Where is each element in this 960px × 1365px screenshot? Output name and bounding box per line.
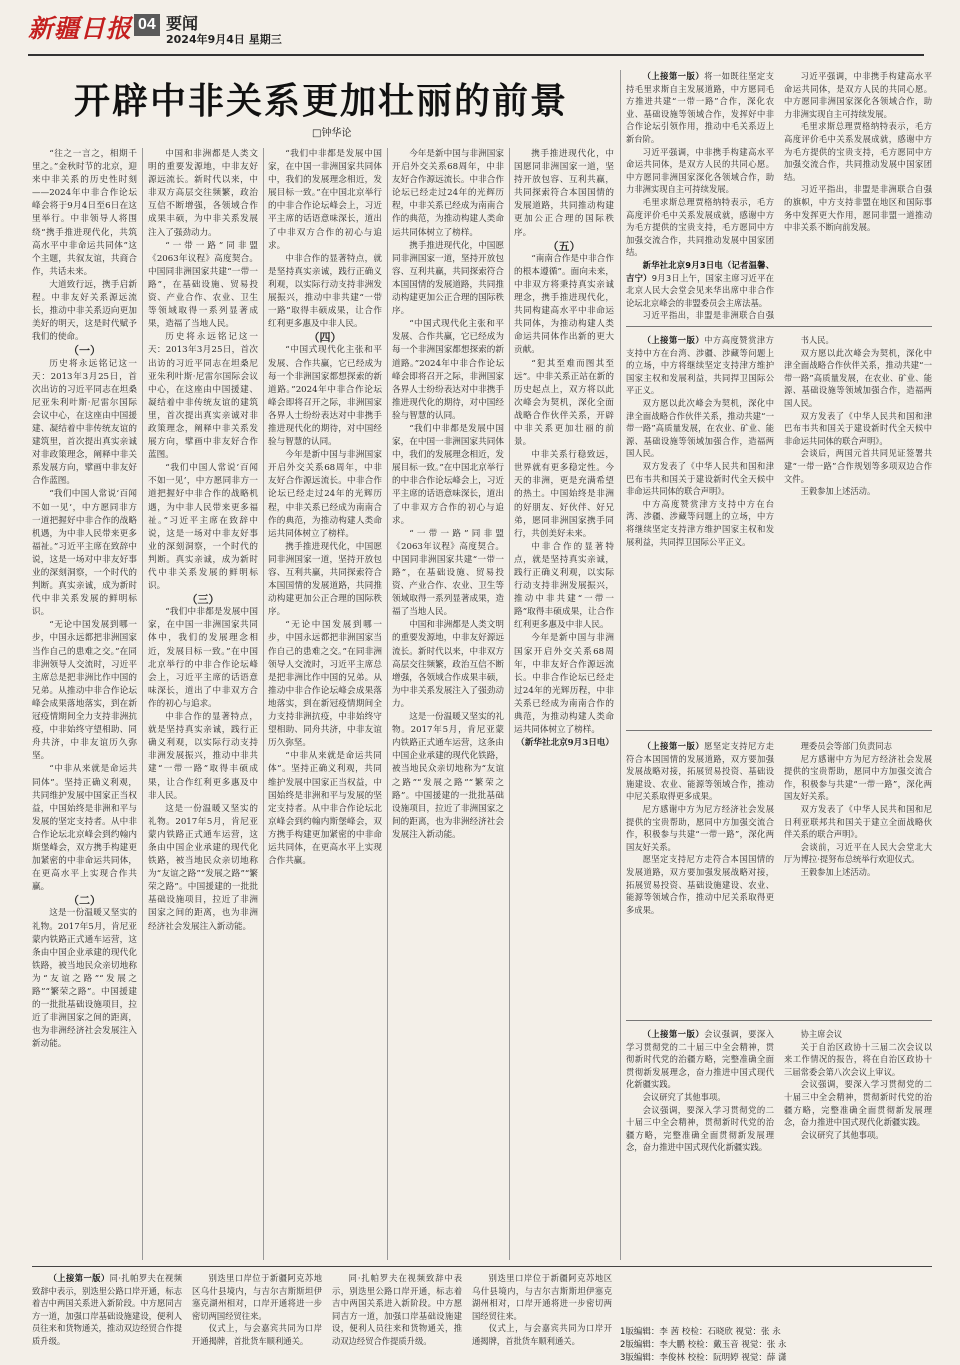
news-item — [626, 1028, 774, 1258]
paragraph: “无论中国发展到哪一步，中国永远都把非洲国家当作自己的患难之交。”在同非洲领导人交流时，习近平主席总是把非洲比作中国的兄弟。从推动中非合作论坛峰会成果落地落实，到在新冠疫情期间全力支持非洲抗疫，中非始终守望相助、同舟共济，中非友谊历久弥坚。 — [268, 620, 382, 749]
news-item — [784, 1028, 932, 1258]
news-lead: （上接第一版） — [642, 1029, 705, 1039]
newspaper-logo — [28, 10, 132, 44]
paragraph: 会议研究了其他事项。 — [800, 1129, 884, 1140]
section-divider — [626, 1020, 932, 1021]
logo-text: 新疆日报 — [28, 14, 133, 43]
page-title: 开辟中非关系更加壮丽的前景 — [74, 81, 569, 122]
byline: □钟华论 — [312, 128, 352, 139]
paragraph: 王毅参加上述活动。 — [800, 486, 876, 497]
column-divider — [142, 148, 143, 1260]
section-divider — [626, 326, 932, 327]
paragraph: 愿坚定支持尼方走符合本国国情的发展道路，双方要加强发展战略对接，拓展贸易投资、基础设施建设、农业、能源等领域合作，推动中尼关系取得更多成果。 — [626, 854, 774, 915]
paragraph: 历史将永远铭记这一天：2013年3月25日，首次出访的习近平同志在坦桑尼亚朱利叶斯·尼雷尔国际会议中心，在这座由中国援建、凝结着中非传统友谊的建筑里，首次提出真实亲诚对非政策理念，阐释中非关系发展方向，擘画中非友好合作蓝图。 — [148, 332, 258, 461]
issue-date: 2024年9月4日 星期三 — [166, 33, 282, 46]
section-heading: （四） — [308, 331, 342, 345]
section-heading: （三） — [186, 593, 220, 607]
paragraph: 中国和非洲都是人类文明的重要发源地，中非友好源远流长。新时代以来，中非双方高层交往频繁，政治互信不断增强，各领域合作成果丰硕，为中非关系发展注入了强劲动力。 — [392, 620, 504, 709]
news-lead: （上接第一版） — [642, 335, 705, 345]
paragraph: 携手推进现代化，中国愿同非洲国家一道，坚持开放包容、互利共赢，共同探索符合本国国情的发展道路，共同推动构建更加公正合理的国际秩序。 — [392, 240, 504, 317]
paragraph: 将一如既往坚定支持毛里求斯自主发展道路，中方愿同毛方推进共建“一带一路”合作，深化农业、基础设施等领域合作，发挥好中非合作论坛引领作用，推动中毛关系迈上新台阶。 — [626, 71, 774, 144]
paragraph: “往之一言之，相期千里之。”金秋时节的北京，迎来中非关系的历史性时刻——2024年中非合作论坛峰会将于9月4日至6日在这里举行。中非领导人将围绕“携手推进现代化，共筑高水平中非命运共同体”这个主题，共叙友谊，共商合作，共话未来。 — [32, 149, 137, 277]
paragraph: “中非从来就是命运共同体”。坚持正确义利观，共同维护发展中国家正当权益，中国始终是非洲和平与发展的坚定支持者。从中非合作论坛北京峰会到约翰内斯堡峰会，双方携手构建更加紧密的中非命运共同体，在更高水平上实现合作共赢。 — [32, 764, 137, 893]
paragraph: 会议强调，要深入学习贯彻党的二十届三中全会精神，贯彻新时代党的治疆方略，完整准确全面贯彻新发展理念，奋力推进中国式现代化新疆实践。 — [784, 1079, 932, 1128]
paragraph: 会谈后，两国元首共同见证签署共建“一带一路”合作规划等多项双边合作文件。 — [784, 448, 932, 484]
paragraph: 王毅参加上述活动。 — [800, 866, 876, 877]
paragraph: 历史将永远铭记这一天：2013年3月25日，首次出访的习近平同志在坦桑尼亚朱利叶斯·尼雷尔国际会议中心，在这座由中国援建、凝结着中非传统友谊的建筑里，首次提出真实亲诚对非政策理念，阐释中非关系发展方向，擘画中非友好合作蓝图。 — [32, 358, 137, 487]
article-signature: （新华社北京9月3日电） — [516, 738, 614, 749]
paragraph: 仪式上，与会嘉宾共同为口岸开通揭牌，首批货车顺利通关。 — [472, 1323, 612, 1346]
paragraph: 中国和非洲都是人类文明的重要发源地，中非友好源远流长。新时代以来，中非双方高层交往频繁，政治互信不断增强，各领域合作成果丰硕，为中非关系发展注入了强劲动力。 — [148, 149, 258, 238]
news-lead: （上接第一版） — [48, 1273, 110, 1283]
column-divider — [387, 148, 388, 1260]
paragraph: 中非合作的显著特点，就是坚持真实亲诚，践行正确义利观，以实际行动支持非洲发展振兴，推动中非共建“一带一路”取得丰硕成果，让合作红利更多惠及中非人民。 — [514, 541, 614, 631]
section-name: 要闻 — [166, 14, 199, 33]
paragraph: “南南合作是中非合作的根本遵循”。面向未来，中非双方将秉持真实亲诚理念，携手推进现代化，共同构建高水平中非命运共同体，为推动构建人类命运共同体作出新的更大贡献。 — [514, 253, 614, 356]
paragraph: 9月3日上午，国家主席习近平在北京人民大会堂会见来华出席中非合作论坛北京峰会的非盟委员会主席法基。 — [626, 272, 774, 308]
column-divider — [263, 148, 264, 1260]
header-rule — [28, 54, 924, 56]
credit-line: 2版编辑：李大鹏 校检：戴玉音 视觉：张 永 — [620, 1340, 787, 1350]
page-number: 04 — [134, 14, 160, 36]
paragraph: 双方发表了《中华人民共和国和津巴布韦共和国关于建设新时代全天候中非命运共同体的联合声明》。 — [784, 410, 932, 446]
paragraph: 携手推进现代化，中国愿同非洲国家一道，坚持开放包容、互利共赢，共同探索符合本国国情的发展道路，共同推动构建更加公正合理的国际秩序。 — [514, 149, 614, 238]
section-heading: （一） — [68, 344, 101, 358]
paragraph-lead: 书人民。 — [800, 335, 834, 345]
paragraph: 别迭里口岸位于新疆阿克苏地区乌什县境内，与吉尔吉斯斯坦伊塞克湖州相对，口岸开通将进一步密切两国经贸往来。 — [472, 1273, 612, 1321]
news-item — [626, 334, 774, 724]
paragraph: 会议研究了其他事项。 — [642, 1091, 726, 1102]
editor-credits — [620, 1326, 930, 1365]
paragraph: 习近平指出，非盟是非洲联合自强 — [642, 310, 774, 320]
paragraph: 习近平强调，中非携手构建高水平命运共同体，是双方人民的共同心愿。中方愿同非洲国家深化各领域合作，助力非洲实现自主可持续发展。 — [784, 71, 932, 119]
article-column-4 — [392, 148, 504, 1260]
section-divider — [626, 730, 932, 731]
section-heading: （二） — [68, 894, 101, 908]
paragraph: 习近平强调，中非携手构建高水平命运共同体，是双方人民的共同心愿。中方愿同非洲国家深化各领域合作，助力非洲实现自主可持续发展。 — [626, 146, 774, 195]
paragraph: 中非关系行稳致远，世界就有更多稳定性。今天的非洲，更是充满希望的热土。中国始终是非洲的好朋友、好伙伴、好兄弟，愿同非洲国家携手同行，共创美好未来。 — [514, 450, 614, 539]
paragraph: 这是一份温暖又坚实的礼物。2017年5月，肯尼亚蒙内铁路正式通车运营，这条由中国企业承建的现代化铁路，被当地民众亲切地称为“友谊之路”“发展之路”“繁荣之路”。中国援建的一批批基础设施项目，拉近了非洲国家之间的距离，也为非洲经济社会发展注入新动能。 — [32, 908, 137, 1050]
paragraph: 愿坚定支持尼方走符合本国国情的发展道路，双方要加强发展战略对接，拓展贸易投资、基础设施建设、农业、能源等领域合作，推动中尼关系取得更多成果。 — [626, 741, 774, 802]
paragraph: “无论中国发展到哪一步，中国永远都把非洲国家当作自己的患难之交。”在同非洲领导人交流时，习近平主席总是把非洲比作中国的兄弟。从推动中非合作论坛峰会成果落地落实，到在新冠疫情期间全力支持非洲抗疫，中非始终守望相助、同舟共济，中非友谊历久弥坚。 — [32, 620, 137, 762]
paragraph-lead: 理委员会等部门负责同志 — [800, 741, 892, 751]
news-item — [626, 70, 774, 320]
paragraph: 携手推进现代化，中国愿同非洲国家一道，坚持开放包容、互利共赢，共同探索符合本国国情的发展道路，共同推动构建更加公正合理的国际秩序。 — [268, 541, 382, 618]
paragraph: “中国式现代化主张和平发展、合作共赢，它已经成为每一个非洲国家都想探索的新道路。”2024年中非合作论坛峰会即将召开之际，非洲国家各界人士纷纷表达对中非携手推进现代化的期待，对中国经验与智慧的认同。 — [268, 345, 382, 448]
bottom-news-col-1 — [32, 1272, 182, 1360]
paragraph: 别迭里口岸位于新疆阿克苏地区乌什县境内，与吉尔吉斯斯坦伊塞克湖州相对，口岸开通将进一步密切两国经贸往来。 — [192, 1273, 322, 1321]
paragraph: 尼方感谢中方为尼方经济社会发展提供的宝贵帮助，愿同中方加强交流合作，积极参与共建“一带一路”，深化两国友好关系。 — [784, 753, 932, 802]
bottom-news-col-4 — [472, 1272, 612, 1360]
paragraph: 今年是新中国与非洲国家开启外交关系68周年，中非友好合作源远流长。中非合作论坛已经走过24年的光辉历程，中非关系已经成为南南合作的典范，为推动构建人类命运共同体树立了榜样。 — [514, 633, 614, 736]
paragraph: “犯其至难而图其至远”。中非关系正站在新的历史起点上，双方将以此次峰会为契机，深化全面战略合作伙伴关系，开辟中非关系更加壮丽的前景。 — [514, 358, 614, 448]
paragraph: 会议强调，要深入学习贯彻党的二十届三中全会精神，贯彻新时代党的治疆方略，完整准确全面贯彻新发展理念，奋力推进中国式现代化新疆实践。 — [626, 1029, 774, 1090]
paragraph: 尼方感谢中方为尼方经济社会发展提供的宝贵帮助，愿同中方加强交流合作，积极参与共建“一带一路”，深化两国友好关系。 — [626, 803, 774, 852]
paragraph: 双方愿以此次峰会为契机，深化中津全面战略合作伙伴关系，推动共建“一带一路”高质量发展，在农业、矿业、能源、基础设施等领域加强合作，造福两国人民。 — [784, 347, 932, 408]
article-column-3 — [268, 148, 382, 1260]
paragraph: 中非合作的显著特点，就是坚持真实亲诚，践行正确义利观，以实际行动支持非洲发展振兴，推动中非共建“一带一路”取得丰硕成果，让合作红利更多惠及中非人民。 — [148, 712, 258, 801]
paragraph: 毛里求斯总理贾格纳特表示，毛方高度评价毛中关系发展成就，感谢中方为毛方提供的宝贵支持，毛方愿同中方加强交流合作，共同推动发展中国家团结。 — [626, 196, 774, 258]
paragraph: 中非合作的显著特点，就是坚持真实亲诚，践行正确义利观，以实际行动支持非洲发展振兴，推动中非共建“一带一路”取得丰硕成果，让合作红利更多惠及中非人民。 — [268, 253, 382, 330]
paragraph: 毛里求斯总理贾格纳特表示，毛方高度评价毛中关系发展成就，感谢中方为毛方提供的宝贵支持，毛方愿同中方加强交流合作，共同推动发展中国家团结。 — [784, 121, 932, 182]
bottom-news-col-3 — [332, 1272, 462, 1360]
paragraph: 仪式上，与会嘉宾共同为口岸开通揭牌，首批货车顺利通关。 — [192, 1323, 322, 1346]
article-column-2 — [148, 148, 258, 1260]
news-lead: （上接第一版） — [642, 741, 705, 751]
paragraph: “我们中非都是发展中国家，在中国一非洲国家共同体中，我们的发展理念相近，发展目标一致。”在中国北京举行的中非合作论坛峰会上，习近平主席的话语意味深长，道出了中非双方合作的初心与追求。 — [148, 607, 258, 709]
news-item — [784, 334, 932, 724]
article-column-5 — [514, 148, 614, 1260]
news-item — [626, 740, 774, 1014]
column-divider — [509, 148, 510, 1260]
paragraph: 这是一份温暖又坚实的礼物。2017年5月，肯尼亚蒙内铁路正式通车运营，这条由中国企业承建的现代化铁路，被当地民众亲切地称为“友谊之路”“发展之路”“繁荣之路”。中国援建的一批批基础设施项目，拉近了非洲国家之间的距离，也为非洲经济社会发展注入新动能。 — [148, 803, 258, 932]
column-divider — [620, 70, 621, 1260]
paragraph: 同·扎帕罗夫在视频致辞中表示，别迭里公路口岸开通，标志着吉中两国关系进入新阶段。中方愿同吉方一道，加强口岸基础设施建设，便利人员往来和货物通关，推动双边经贸合作提质升级。 — [332, 1273, 462, 1346]
paragraph: 会议强调，要深入学习贯彻党的二十届三中全会精神，贯彻新时代党的治疆方略，完整准确全面贯彻新发展理念，奋力推进中国式现代化新疆实践。 — [626, 1104, 774, 1153]
paragraph: 关于自治区政协十三届二次会议以来工作情况的报告，将在自治区政协十三届常委会第八次会议上审议。 — [784, 1041, 932, 1077]
paragraph: 习近平指出，非盟是非洲联合自强的旗帜，中方支持非盟在地区和国际事务中发挥更大作用，愿同非盟一道推动中非关系不断向前发展。 — [784, 184, 932, 233]
news-lead: （上接第一版） — [642, 71, 705, 81]
paragraph: 中方高度赞赏津方支持中方在台湾、涉疆、涉藏等问题上的立场，中方将继续坚定支持津方维护国家主权和发展利益，共同捍卫国际公平正义。 — [626, 335, 774, 396]
paragraph: “我们中国人常说‘百闻不如一见’，中方愿同非方一道把握好中非合作的战略机遇，为中非人民带来更多福祉。”习近平主席在致辞中说，这是一场对中非友好事业的深刻洞察，一个时代的判断。真实亲诚，成为新时代中非关系发展的鲜明标识。 — [32, 489, 137, 618]
paragraph: “我们中非都是发展中国家，在中国一非洲国家共同体中，我们的发展理念相近，发展目标一致。”在中国北京举行的中非合作论坛峰会上，习近平主席的话语意味深长，道出了中非双方合作的初心与追求。 — [392, 423, 504, 526]
paragraph: 大道致行远，携手启新程。中非友好关系源远流长，推动中非关系迈向更加美好的明天，这是时代赋予我们的使命。 — [32, 279, 137, 343]
paragraph: “一带一路”同非盟《2063年议程》高度契合。中国同非洲国家共建“一带一路”，在基础设施、贸易投资、产业合作、农业、卫生等领域取得一系列显著成果，造福了当地人民。 — [392, 528, 504, 618]
article-column-1 — [32, 148, 137, 1260]
credit-line: 1版编辑：李 茜 校检：石晓欣 视觉：张 永 — [620, 1327, 781, 1337]
paragraph: “中非从来就是命运共同体”。坚持正确义利观，共同维护发展中国家正当权益，中国始终是非洲和平与发展的坚定支持者。从中非合作论坛北京峰会到约翰内斯堡峰会，双方携手构建更加紧密的中非命运共同体，在更高水平上实现合作共赢。 — [268, 751, 382, 867]
paragraph-lead: 协主席会议 — [800, 1029, 843, 1039]
paragraph: “我们中非都是发展中国家，在中国一非洲国家共同体中，我们的发展理念相近，发展目标一致。”在中国北京举行的中非合作论坛峰会上，习近平主席的话语意味深长，道出了中非双方合作的初心与追求。 — [268, 149, 382, 251]
bottom-news-col-2 — [192, 1272, 322, 1360]
news-item — [784, 740, 932, 1014]
paragraph: 今年是新中国与非洲国家开启外交关系68周年，中非友好合作源远流长。中非合作论坛已经走过24年的光辉历程，中非关系已经成为南南合作的典范，为推动构建人类命运共同体树立了榜样。 — [392, 149, 504, 238]
paragraph: 双方愿以此次峰会为契机，深化中津全面战略合作伙伴关系，推动共建“一带一路”高质量发展，在农业、矿业、能源、基础设施等领域加强合作，造福两国人民。 — [626, 397, 774, 459]
credit-line: 3版编辑：李俊林 校检：阮明婷 视觉：薛 潇 — [620, 1353, 787, 1363]
masthead — [28, 4, 928, 56]
bottom-divider — [32, 1266, 932, 1267]
paragraph: 这是一份温暖又坚实的礼物。2017年5月，肯尼亚蒙内铁路正式通车运营，这条由中国企业承建的现代化铁路，被当地民众亲切地称为“友谊之路”“发展之路”“繁荣之路”。中国援建的一批批基础设施项目，拉近了非洲国家之间的距离，也为非洲经济社会发展注入新动能。 — [392, 712, 504, 840]
paragraph: 同·扎帕罗夫在视频致辞中表示，别迭里公路口岸开通，标志着吉中两国关系进入新阶段。中方愿同吉方一道，加强口岸基础设施建设，便利人员往来和货物通关，推动双边经贸合作提质升级。 — [32, 1273, 182, 1346]
paragraph: “我们中国人常说‘百闻不如一见’，中方愿同非方一道把握好中非合作的战略机遇，为中非人民带来更多福祉。”习近平主席在致辞中说，这是一场对中非友好事业的深刻洞察，一个时代的判断。真实亲诚，成为新时代中非关系发展的鲜明标识。 — [148, 463, 258, 592]
paragraph: 双方发表了《中华人民共和国和津巴布韦共和国关于建设新时代全天候中非命运共同体的联合声明》。 — [626, 460, 774, 497]
paragraph: “一带一路”同非盟《2063年议程》高度契合。中国同非洲国家共建“一带一路”，在基础设施、贸易投资、产业合作、农业、卫生等领域取得一系列显著成果，造福了当地人民。 — [148, 240, 258, 330]
news-item — [784, 70, 932, 320]
paragraph: 今年是新中国与非洲国家开启外交关系68周年，中非友好合作源远流长。中非合作论坛已经走过24年的光辉历程，中非关系已经成为南南合作的典范，为推动构建人类命运共同体树立了榜样。 — [268, 450, 382, 539]
news-lead: 新华社北京9月3日电（记者温馨、吉宁） — [626, 259, 774, 283]
paragraph: 中方高度赞赏津方支持中方在台湾、涉疆、涉藏等问题上的立场，中方将继续坚定支持津方维护国家主权和发展利益，共同捍卫国际公平正义。 — [626, 498, 774, 547]
paragraph: 会谈前，习近平在人民大会堂北大厅为博拉·提努布总统举行欢迎仪式。 — [784, 841, 932, 865]
paragraph: 双方发表了《中华人民共和国和尼日利亚联邦共和国关于建立全面战略伙伴关系的联合声明》。 — [784, 803, 932, 840]
section-heading: （五） — [547, 239, 581, 253]
paragraph: “中国式现代化主张和平发展、合作共赢，它已经成为每一个非洲国家都想探索的新道路。”2024年中非合作论坛峰会即将召开之际，非洲国家各界人士纷纷表达对中非携手推进现代化的期待，对中国经验与智慧的认同。 — [392, 319, 504, 421]
